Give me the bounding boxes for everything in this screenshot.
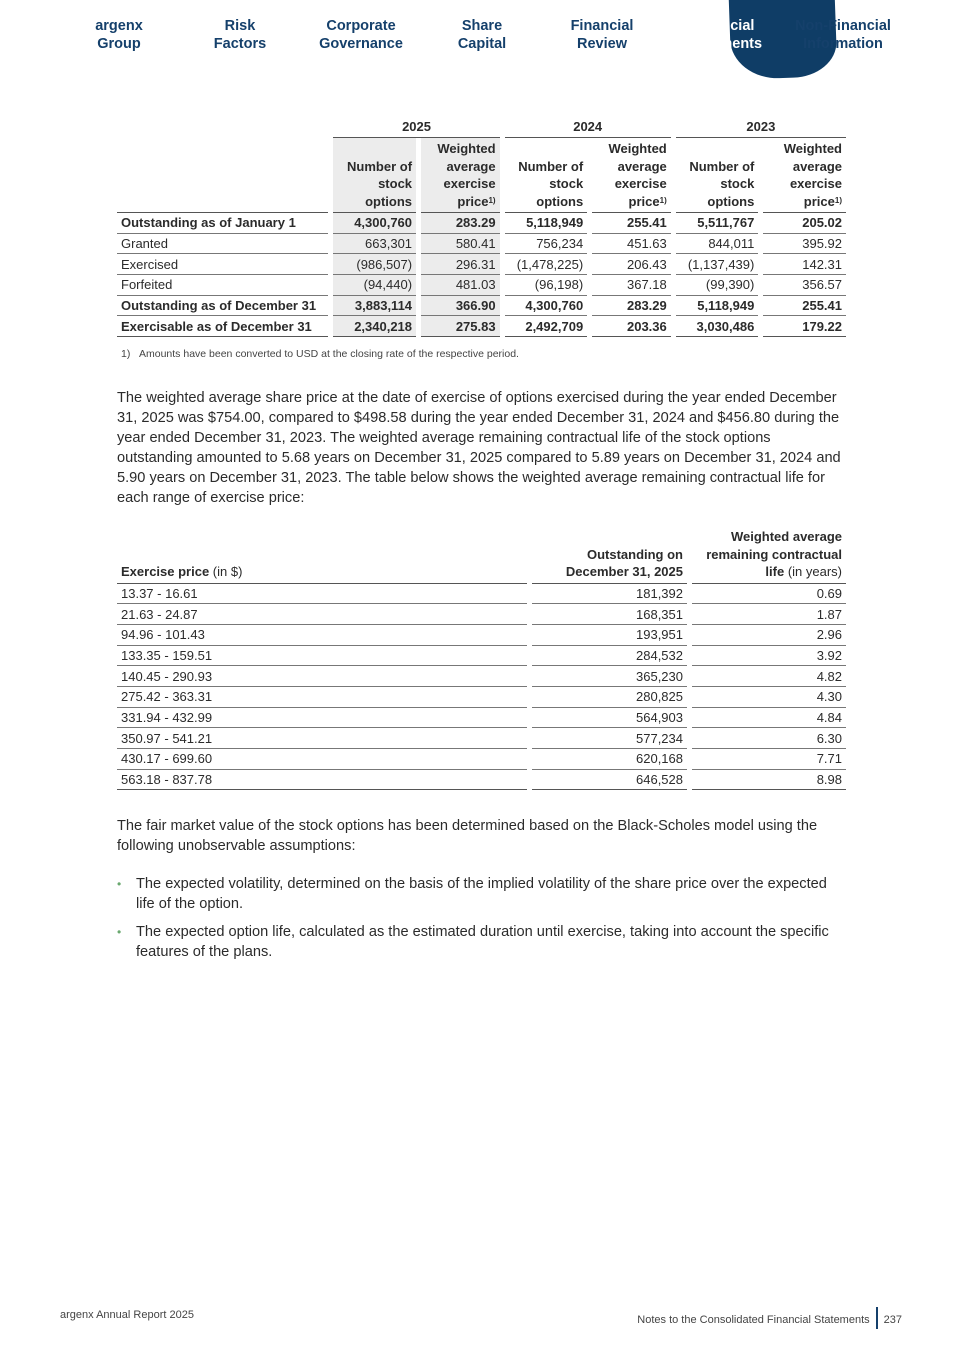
nav-tab-financial-review[interactable] bbox=[543, 0, 661, 80]
nav-tab-risk-factors[interactable] bbox=[181, 0, 299, 80]
nav-tab-label: Non-Financial bbox=[795, 18, 891, 34]
nav-tab-label: Governance bbox=[319, 36, 403, 52]
row-label: Outstanding as of December 31 bbox=[117, 296, 328, 317]
page-number: 237 bbox=[883, 1314, 902, 1326]
list-item: • The expected volatility, determined on the basis of the implied volatility of the share price over the expected life of the option. bbox=[117, 876, 827, 912]
column-header-number-of-options: Number of stock options bbox=[333, 138, 416, 213]
outstanding-value: 620,168 bbox=[532, 749, 687, 770]
remaining-life-value: 7.71 bbox=[692, 749, 846, 770]
cell-value: 756,234 bbox=[505, 234, 588, 255]
exercise-price-paragraph: The weighted average share price at the date of exercise of options exercised during the year ended December 31, 2025 was $754.00, compared to $498.58 during the year ended December 31, 2024 and $456.80 during the year ended December 31, 2023. The weighted average remaining contractual life of the stock options outstanding amounted to 5.68 years on December 31, 2025 compared to 5.89 years on December 31, 2024 and 5.90 years on December 31, 2023. The table below shows the weighted average remaining contractual life for each range of exercise price: bbox=[117, 390, 841, 506]
table-footnote bbox=[121, 348, 519, 360]
cell-value: (986,507) bbox=[333, 254, 416, 275]
price-range: 21.63 - 24.87 bbox=[117, 604, 527, 625]
column-header-outstanding: Outstanding on December 31, 2025 bbox=[532, 528, 687, 584]
cell-value: 580.41 bbox=[421, 234, 500, 255]
nav-tab-share-capital[interactable] bbox=[423, 0, 541, 80]
table-row bbox=[117, 770, 846, 791]
cell-value: 205.02 bbox=[763, 213, 846, 234]
row-label: Exercised bbox=[117, 254, 328, 275]
table-row bbox=[117, 728, 846, 749]
nav-tab-label: Corporate bbox=[326, 18, 396, 34]
outstanding-value: 193,951 bbox=[532, 625, 687, 646]
cell-value: 203.36 bbox=[592, 316, 671, 337]
cell-value: 142.31 bbox=[763, 254, 846, 275]
nav-tab-label: Statements bbox=[683, 36, 763, 52]
cell-value: 179.22 bbox=[763, 316, 846, 337]
cell-value: 255.41 bbox=[763, 296, 846, 317]
nav-tab-label: Information bbox=[803, 36, 883, 52]
price-range: 13.37 - 16.61 bbox=[117, 584, 527, 605]
nav-tab-corporate-governance[interactable] bbox=[302, 0, 420, 80]
nav-tab-label: Review bbox=[577, 36, 627, 52]
row-label: Granted bbox=[117, 234, 328, 255]
table-row bbox=[117, 254, 846, 275]
nav-tab-financial-statements[interactable] bbox=[664, 0, 782, 80]
nav-tab-label: Share bbox=[461, 18, 503, 34]
footnote-text: Amounts have been converted to USD at the closing rate of the respective period. bbox=[139, 348, 519, 360]
table-row bbox=[117, 213, 846, 234]
table-row bbox=[117, 646, 846, 667]
header-spacer bbox=[117, 116, 328, 138]
nav-tab-label: Capital bbox=[457, 36, 507, 52]
outstanding-value: 577,234 bbox=[532, 728, 687, 749]
cell-value: 844,011 bbox=[676, 234, 759, 255]
remaining-life-value: 2.96 bbox=[692, 625, 846, 646]
outstanding-value: 284,532 bbox=[532, 646, 687, 667]
footer-divider bbox=[876, 1307, 878, 1329]
black-scholes-paragraph: The fair market value of the stock options has been determined based on the Black-Scholes model using the following unobservable assumptions: bbox=[117, 818, 818, 854]
column-header-weighted-price: Weighted average exercise price$^{1)}$ bbox=[763, 138, 846, 213]
cell-value: (1,137,439) bbox=[676, 254, 759, 275]
footnote-number: 1) bbox=[121, 348, 131, 360]
nav-tab-label: Group bbox=[97, 36, 141, 52]
footer-report-title: argenx Annual Report 2025 bbox=[60, 1309, 194, 1321]
table-row bbox=[117, 275, 846, 296]
cell-value: 3,030,486 bbox=[676, 316, 759, 337]
nav-tab-argenx-group[interactable] bbox=[60, 0, 178, 80]
cell-value: 451.63 bbox=[592, 234, 671, 255]
cell-value: 5,118,949 bbox=[505, 213, 588, 234]
outstanding-value: 181,392 bbox=[532, 584, 687, 605]
table-row bbox=[117, 666, 846, 687]
year-header: 2025 bbox=[333, 116, 499, 138]
cell-value: 3,883,114 bbox=[333, 296, 416, 317]
nav-tab-label: argenx bbox=[95, 18, 143, 34]
column-header-number-of-options: Number of stock options bbox=[505, 138, 588, 213]
remaining-life-value: 4.30 bbox=[692, 687, 846, 708]
outstanding-value: 280,825 bbox=[532, 687, 687, 708]
column-header-weighted-price: Weighted average exercise price$^{1)}$ bbox=[421, 138, 500, 213]
remaining-life-value: 4.82 bbox=[692, 666, 846, 687]
cell-value: 366.90 bbox=[421, 296, 500, 317]
year-header: 2023 bbox=[676, 116, 846, 138]
bullet-icon: • bbox=[117, 925, 122, 939]
table-row bbox=[117, 708, 846, 729]
assumptions-list bbox=[117, 874, 847, 970]
cell-value: 4,300,760 bbox=[333, 213, 416, 234]
cell-value: 2,340,218 bbox=[333, 316, 416, 337]
table-row bbox=[117, 604, 846, 625]
cell-value: 367.18 bbox=[592, 275, 671, 296]
year-header: 2024 bbox=[505, 116, 671, 138]
cell-value: 275.83 bbox=[421, 316, 500, 337]
cell-value: 5,511,767 bbox=[676, 213, 759, 234]
price-range: 275.42 - 363.31 bbox=[117, 687, 527, 708]
row-label: Forfeited bbox=[117, 275, 328, 296]
outstanding-value: 646,528 bbox=[532, 770, 687, 791]
footer-section-name: Notes to the Consolidated Financial Statements bbox=[637, 1314, 870, 1326]
cell-value: 481.03 bbox=[421, 275, 500, 296]
cell-value: (94,440) bbox=[333, 275, 416, 296]
cell-value: 356.57 bbox=[763, 275, 846, 296]
table-row bbox=[117, 687, 846, 708]
cell-value: 2,492,709 bbox=[505, 316, 588, 337]
table-row bbox=[117, 296, 846, 317]
cell-value: 395.92 bbox=[763, 234, 846, 255]
cell-value: 5,118,949 bbox=[676, 296, 759, 317]
price-range: 430.17 - 699.60 bbox=[117, 749, 527, 770]
cell-value: 206.43 bbox=[592, 254, 671, 275]
footer-section bbox=[637, 1309, 902, 1331]
column-header-remaining-life: Weighted average remaining contractual life (in years) bbox=[692, 528, 846, 584]
cell-value: 4,300,760 bbox=[505, 296, 588, 317]
exercise-price-range-table bbox=[117, 528, 846, 790]
outstanding-value: 564,903 bbox=[532, 708, 687, 729]
remaining-life-value: 0.69 bbox=[692, 584, 846, 605]
nav-tab-label: Financial bbox=[570, 18, 634, 34]
remaining-life-value: 8.98 bbox=[692, 770, 846, 791]
table-row bbox=[117, 584, 846, 605]
cell-value: (1,478,225) bbox=[505, 254, 588, 275]
cell-value: 283.29 bbox=[592, 296, 671, 317]
remaining-life-value: 6.30 bbox=[692, 728, 846, 749]
row-label: Outstanding as of January 1 bbox=[117, 213, 328, 234]
price-range: 140.45 - 290.93 bbox=[117, 666, 527, 687]
remaining-life-value: 3.92 bbox=[692, 646, 846, 667]
price-range: 133.35 - 159.51 bbox=[117, 646, 527, 667]
table-row bbox=[117, 316, 846, 337]
table-row bbox=[117, 234, 846, 255]
table-row bbox=[117, 625, 846, 646]
cell-value: 663,301 bbox=[333, 234, 416, 255]
cell-value: 283.29 bbox=[421, 213, 500, 234]
price-range: 350.97 - 541.21 bbox=[117, 728, 527, 749]
price-range: 331.94 - 432.99 bbox=[117, 708, 527, 729]
list-item: • The expected option life, calculated as the estimated duration until exercise, taking into account the specific features of the plans. bbox=[117, 924, 829, 960]
column-header-weighted-price: Weighted average exercise price$^{1)}$ bbox=[592, 138, 671, 213]
cell-value: 255.41 bbox=[592, 213, 671, 234]
top-navigation bbox=[60, 0, 904, 80]
cell-value: 296.31 bbox=[421, 254, 500, 275]
cell-value: (99,390) bbox=[676, 275, 759, 296]
cell-value: (96,198) bbox=[505, 275, 588, 296]
header-spacer bbox=[117, 138, 328, 213]
column-header-exercise-price: Exercise price (in $) bbox=[117, 528, 527, 584]
table-row bbox=[117, 749, 846, 770]
nav-tab-label: Factors bbox=[213, 36, 267, 52]
bullet-icon: • bbox=[117, 877, 122, 891]
remaining-life-value: 4.84 bbox=[692, 708, 846, 729]
outstanding-value: 168,351 bbox=[532, 604, 687, 625]
row-label: Exercisable as of December 31 bbox=[117, 316, 328, 337]
column-header-number-of-options: Number of stock options bbox=[676, 138, 759, 213]
remaining-life-value: 1.87 bbox=[692, 604, 846, 625]
outstanding-value: 365,230 bbox=[532, 666, 687, 687]
stock-options-table bbox=[117, 116, 846, 337]
price-range: 94.96 - 101.43 bbox=[117, 625, 527, 646]
nav-tab-label: Financial bbox=[691, 18, 755, 34]
nav-tab-non-financial-information[interactable] bbox=[784, 0, 902, 80]
nav-tab-label: Risk bbox=[224, 18, 256, 34]
price-range: 563.18 - 837.78 bbox=[117, 770, 527, 791]
